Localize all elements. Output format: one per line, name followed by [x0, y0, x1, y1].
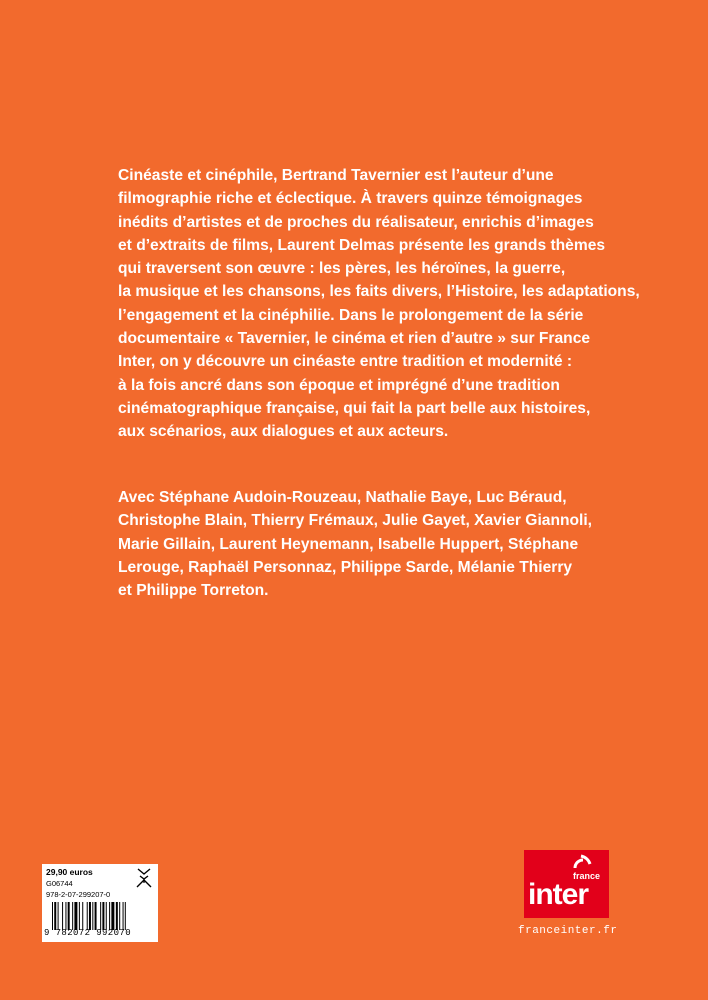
barcode-bar [52, 902, 53, 930]
website-link[interactable]: franceinter.fr [518, 925, 618, 937]
summary-line: Inter, on y découvre un cinéaste entre tradition et modernité : [118, 353, 573, 371]
barcode-bar [82, 902, 83, 930]
summary-line: cinématographique française, qui fait la part belle aux histoires, [118, 399, 591, 417]
barcode-bar [89, 902, 91, 930]
barcode-bar [58, 902, 59, 930]
price-barcode-panel [42, 864, 158, 942]
summary-text [118, 164, 638, 444]
barcode-bar [68, 902, 70, 930]
barcode-bar [100, 902, 101, 930]
contributors-line: Lerouge, Raphaël Personnaz, Philippe Sarde, Mélanie Thierry [118, 558, 573, 576]
barcode-bar [102, 902, 104, 930]
summary-line: la musique et les chansons, les faits divers, l’Histoire, les adaptations, [118, 283, 640, 301]
summary-line: filmographie riche et éclectique. À travers quinze témoignages [118, 190, 583, 208]
contributors-text [118, 486, 638, 602]
summary-line: l’engagement et la cinéphilie. Dans le prolongement de la série [118, 306, 584, 324]
barcode-bar [109, 902, 110, 930]
contributors-line: Avec Stéphane Audoin-Rouzeau, Nathalie Baye, Luc Béraud, [118, 489, 567, 506]
barcode-bar [72, 902, 73, 930]
barcode-bar [87, 902, 88, 930]
contributors-line: Christophe Blain, Thierry Frémaux, Julie Gayet, Xavier Giannoli, [118, 512, 593, 530]
ean-number: 9 782072 992070 [44, 928, 132, 938]
barcode-bar [119, 902, 120, 930]
contributors-line: et Philippe Torreton. [118, 582, 269, 600]
summary-line: Cinéaste et cinéphile, Bertrand Tavernier est l’auteur d’une [118, 167, 554, 184]
price-label: 29,90 euros [46, 867, 93, 877]
barcode-bar [65, 902, 66, 930]
barcode-bar [116, 902, 118, 930]
summary-line: et d’extraits de films, Laurent Delmas présente les grands thèmes [118, 236, 606, 254]
barcode-bar [95, 902, 97, 930]
summary-line: aux scénarios, aux dialogues et aux acteurs. [118, 423, 449, 441]
reference-code: G06744 [46, 879, 73, 888]
summary-line: qui traversent son œuvre : les pères, les héroïnes, la guerre, [118, 260, 566, 278]
barcode-bar [54, 902, 56, 930]
barcode-bar [125, 902, 126, 930]
summary-line: inédits d’artistes et de proches du réalisateur, enrichis d’images [118, 213, 594, 231]
logo-inter-text: inter [528, 878, 589, 911]
barcode-bar [79, 902, 80, 930]
barcode-bar [111, 902, 114, 930]
france-inter-logo [524, 850, 609, 918]
barcode-bar [74, 902, 77, 930]
barcode-bar [106, 902, 107, 930]
gallimard-mark-icon [134, 866, 154, 890]
logo-france-text: france [573, 871, 601, 881]
barcode-bar [62, 902, 63, 930]
summary-line: à la fois ancré dans son époque et imprégné d’une tradition [118, 376, 560, 394]
summary-line: documentaire « Tavernier, le cinéma et rien d’autre » sur France [118, 330, 591, 348]
isbn-number: 978-2-07-299207-0 [46, 890, 111, 899]
barcode [52, 902, 152, 930]
contributors-line: Marie Gillain, Laurent Heynemann, Isabelle Huppert, Stéphane [118, 535, 579, 553]
barcode-bar [92, 902, 93, 930]
radio-wave-icon [572, 854, 592, 870]
barcode-bar [123, 902, 124, 930]
